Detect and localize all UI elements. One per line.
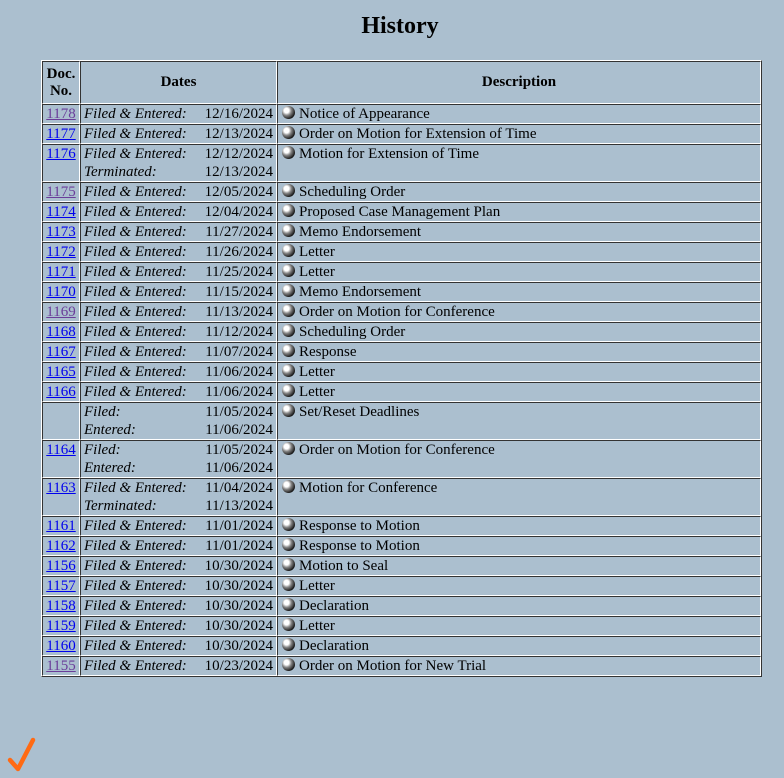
date-label: Terminated: bbox=[84, 164, 157, 180]
date-label: Filed & Entered: bbox=[84, 518, 187, 534]
date-line bbox=[84, 617, 273, 635]
date-label: Filed & Entered: bbox=[84, 324, 187, 340]
globe-icon[interactable] bbox=[282, 264, 295, 277]
description-text: Letter bbox=[299, 244, 335, 260]
table-row bbox=[42, 222, 761, 242]
doc-no-cell bbox=[42, 362, 80, 382]
date-value: 11/05/2024 bbox=[205, 404, 273, 420]
date-line bbox=[84, 459, 273, 477]
description-text: Motion for Extension of Time bbox=[299, 146, 480, 162]
date-line bbox=[84, 363, 273, 381]
date-value: 11/05/2024 bbox=[205, 442, 273, 458]
table-row bbox=[42, 362, 761, 382]
date-label: Filed & Entered: bbox=[84, 578, 187, 594]
doc-no-cell bbox=[42, 262, 80, 282]
description-cell bbox=[277, 322, 761, 342]
doc-no-cell bbox=[42, 144, 80, 182]
date-value: 11/06/2024 bbox=[205, 384, 273, 400]
globe-icon[interactable] bbox=[282, 224, 295, 237]
doc-link[interactable]: 1173 bbox=[46, 224, 76, 240]
description-cell bbox=[277, 536, 761, 556]
dates-cell bbox=[80, 656, 277, 676]
table-header-row bbox=[42, 61, 761, 104]
table-row bbox=[42, 144, 761, 182]
globe-icon[interactable] bbox=[282, 304, 295, 317]
date-label: Entered: bbox=[84, 422, 136, 438]
globe-icon[interactable] bbox=[282, 344, 295, 357]
globe-icon[interactable] bbox=[282, 442, 295, 455]
date-value: 11/06/2024 bbox=[205, 460, 273, 476]
date-label: Filed & Entered: bbox=[84, 344, 187, 360]
dates-cell bbox=[80, 124, 277, 144]
date-label: Filed: bbox=[84, 404, 121, 420]
date-label: Filed & Entered: bbox=[84, 204, 187, 220]
table-row bbox=[42, 322, 761, 342]
dates-cell bbox=[80, 616, 277, 636]
dates-cell bbox=[80, 576, 277, 596]
date-label: Filed & Entered: bbox=[84, 126, 187, 142]
globe-icon[interactable] bbox=[282, 638, 295, 651]
doc-link[interactable]: 1156 bbox=[46, 558, 76, 574]
table-row bbox=[42, 616, 761, 636]
doc-no-cell bbox=[42, 242, 80, 262]
globe-icon[interactable] bbox=[282, 658, 295, 671]
dates-cell bbox=[80, 342, 277, 362]
date-line bbox=[84, 421, 273, 439]
doc-no-cell bbox=[42, 182, 80, 202]
table-row bbox=[42, 516, 761, 536]
description-text: Response to Motion bbox=[299, 538, 420, 554]
description-text: Letter bbox=[299, 578, 335, 594]
date-value: 12/05/2024 bbox=[204, 184, 273, 200]
doc-link[interactable]: 1157 bbox=[46, 578, 76, 594]
doc-link[interactable]: 1165 bbox=[46, 364, 76, 380]
table-row bbox=[42, 282, 761, 302]
date-label: Filed & Entered: bbox=[84, 658, 187, 674]
date-value: 11/04/2024 bbox=[205, 480, 273, 496]
date-value: 11/27/2024 bbox=[205, 224, 273, 240]
dates-cell bbox=[80, 596, 277, 616]
globe-icon[interactable] bbox=[282, 404, 295, 417]
date-line bbox=[84, 203, 273, 221]
dates-cell bbox=[80, 516, 277, 536]
description-cell bbox=[277, 202, 761, 222]
description-cell bbox=[277, 222, 761, 242]
description-text: Motion for Conference bbox=[299, 480, 438, 496]
description-text: Memo Endorsement bbox=[299, 284, 422, 300]
table-row bbox=[42, 636, 761, 656]
globe-icon[interactable] bbox=[282, 558, 295, 571]
date-value: 11/13/2024 bbox=[205, 304, 273, 320]
date-label: Filed & Entered: bbox=[84, 384, 187, 400]
date-value: 10/23/2024 bbox=[204, 658, 273, 674]
date-line bbox=[84, 557, 273, 575]
table-row bbox=[42, 440, 761, 478]
date-value: 11/13/2024 bbox=[205, 498, 273, 514]
doc-no-cell bbox=[42, 342, 80, 362]
description-cell bbox=[277, 262, 761, 282]
date-label: Filed & Entered: bbox=[84, 480, 187, 496]
doc-link[interactable]: 1161 bbox=[46, 518, 76, 534]
dates-cell bbox=[80, 222, 277, 242]
dates-cell bbox=[80, 556, 277, 576]
date-value: 11/06/2024 bbox=[205, 364, 273, 380]
doc-link[interactable]: 1178 bbox=[46, 106, 76, 122]
description-text: Scheduling Order bbox=[299, 324, 406, 340]
date-value: 10/30/2024 bbox=[204, 578, 273, 594]
table-row bbox=[42, 262, 761, 282]
date-line bbox=[84, 597, 273, 615]
doc-no-cell bbox=[42, 536, 80, 556]
dates-cell bbox=[80, 636, 277, 656]
date-value: 11/01/2024 bbox=[205, 518, 273, 534]
table-row bbox=[42, 556, 761, 576]
description-text: Memo Endorsement bbox=[299, 224, 422, 240]
description-cell bbox=[277, 576, 761, 596]
description-cell bbox=[277, 478, 761, 516]
dates-cell bbox=[80, 440, 277, 478]
description-text: Set/Reset Deadlines bbox=[299, 404, 420, 420]
doc-link[interactable]: 1172 bbox=[46, 244, 76, 260]
date-value: 11/12/2024 bbox=[205, 324, 273, 340]
table-row bbox=[42, 478, 761, 516]
table-row bbox=[42, 124, 761, 144]
table-row bbox=[42, 596, 761, 616]
description-text: Proposed Case Management Plan bbox=[299, 204, 501, 220]
doc-no-cell bbox=[42, 222, 80, 242]
date-line bbox=[84, 577, 273, 595]
date-line bbox=[84, 283, 273, 301]
date-line bbox=[84, 497, 273, 515]
description-cell bbox=[277, 596, 761, 616]
globe-icon[interactable] bbox=[282, 538, 295, 551]
dates-cell bbox=[80, 104, 277, 124]
doc-link[interactable]: 1158 bbox=[46, 598, 76, 614]
doc-no-cell bbox=[42, 440, 80, 478]
doc-no-cell bbox=[42, 382, 80, 402]
doc-no-cell bbox=[42, 556, 80, 576]
date-value: 10/30/2024 bbox=[204, 598, 273, 614]
date-line bbox=[84, 263, 273, 281]
dates-cell bbox=[80, 478, 277, 516]
description-text: Order on Motion for Conference bbox=[299, 442, 495, 458]
doc-no-cell bbox=[42, 124, 80, 144]
table-row bbox=[42, 656, 761, 676]
doc-link[interactable]: 1171 bbox=[46, 264, 76, 280]
date-label: Filed & Entered: bbox=[84, 284, 187, 300]
description-text: Motion to Seal bbox=[299, 558, 389, 574]
date-label: Filed: bbox=[84, 442, 121, 458]
description-text: Letter bbox=[299, 618, 335, 634]
doc-link[interactable]: 1166 bbox=[46, 384, 76, 400]
globe-icon[interactable] bbox=[282, 364, 295, 377]
dates-cell bbox=[80, 302, 277, 322]
globe-icon[interactable] bbox=[282, 244, 295, 257]
dates-cell bbox=[80, 282, 277, 302]
date-value: 10/30/2024 bbox=[204, 638, 273, 654]
description-text: Response bbox=[299, 344, 357, 360]
dates-cell bbox=[80, 202, 277, 222]
description-text: Declaration bbox=[299, 598, 369, 614]
date-label: Filed & Entered: bbox=[84, 106, 187, 122]
dates-cell bbox=[80, 242, 277, 262]
date-value: 10/30/2024 bbox=[204, 558, 273, 574]
date-line bbox=[84, 323, 273, 341]
date-line bbox=[84, 223, 273, 241]
globe-icon[interactable] bbox=[282, 384, 295, 397]
doc-link[interactable]: 1164 bbox=[46, 442, 76, 458]
description-cell bbox=[277, 636, 761, 656]
dates-cell bbox=[80, 362, 277, 382]
date-value: 11/25/2024 bbox=[205, 264, 273, 280]
description-text: Notice of Appearance bbox=[299, 106, 430, 122]
date-label: Filed & Entered: bbox=[84, 618, 187, 634]
date-label: Filed & Entered: bbox=[84, 598, 187, 614]
date-line bbox=[84, 303, 273, 321]
dates-cell bbox=[80, 144, 277, 182]
dates-cell bbox=[80, 536, 277, 556]
doc-no-cell bbox=[42, 516, 80, 536]
description-text: Order on Motion for New Trial bbox=[299, 658, 487, 674]
dates-cell bbox=[80, 402, 277, 440]
doc-no-cell bbox=[42, 656, 80, 676]
description-cell bbox=[277, 282, 761, 302]
description-text: Order on Motion for Extension of Time bbox=[299, 126, 537, 142]
doc-no-cell bbox=[42, 402, 80, 440]
date-value: 10/30/2024 bbox=[204, 618, 273, 634]
globe-icon[interactable] bbox=[282, 598, 295, 611]
globe-icon[interactable] bbox=[282, 480, 295, 493]
date-line bbox=[84, 145, 273, 163]
date-value: 11/26/2024 bbox=[205, 244, 273, 260]
description-cell bbox=[277, 440, 761, 478]
dates-cell bbox=[80, 182, 277, 202]
globe-icon[interactable] bbox=[282, 324, 295, 337]
date-line bbox=[84, 441, 273, 459]
doc-no-cell bbox=[42, 636, 80, 656]
checkmark-icon bbox=[7, 736, 37, 776]
table-row bbox=[42, 576, 761, 596]
doc-no-cell bbox=[42, 322, 80, 342]
doc-link[interactable]: 1167 bbox=[46, 344, 76, 360]
doc-link[interactable]: 1160 bbox=[46, 638, 76, 654]
date-label: Filed & Entered: bbox=[84, 364, 187, 380]
date-label: Filed & Entered: bbox=[84, 244, 187, 260]
history-rows bbox=[42, 104, 761, 676]
date-line bbox=[84, 163, 273, 181]
date-line bbox=[84, 343, 273, 361]
doc-link[interactable]: 1155 bbox=[46, 658, 76, 674]
date-line bbox=[84, 657, 273, 675]
description-cell bbox=[277, 144, 761, 182]
date-label: Filed & Entered: bbox=[84, 264, 187, 280]
date-label: Filed & Entered: bbox=[84, 184, 187, 200]
date-label: Filed & Entered: bbox=[84, 304, 187, 320]
doc-link[interactable]: 1170 bbox=[46, 284, 76, 300]
date-label: Filed & Entered: bbox=[84, 146, 187, 162]
date-line bbox=[84, 517, 273, 535]
description-cell bbox=[277, 382, 761, 402]
description-cell bbox=[277, 104, 761, 124]
table-row bbox=[42, 202, 761, 222]
doc-link[interactable]: 1177 bbox=[46, 126, 76, 142]
doc-link[interactable]: 1163 bbox=[46, 480, 76, 496]
date-value: 11/15/2024 bbox=[205, 284, 273, 300]
table-row bbox=[42, 342, 761, 362]
doc-link[interactable]: 1162 bbox=[46, 538, 76, 554]
description-cell bbox=[277, 124, 761, 144]
globe-icon[interactable] bbox=[282, 184, 295, 197]
date-line bbox=[84, 403, 273, 421]
description-cell bbox=[277, 242, 761, 262]
date-line bbox=[84, 537, 273, 555]
description-text: Scheduling Order bbox=[299, 184, 406, 200]
date-line bbox=[84, 383, 273, 401]
table-row bbox=[42, 536, 761, 556]
date-value: 12/12/2024 bbox=[204, 146, 273, 162]
doc-link[interactable]: 1168 bbox=[46, 324, 76, 340]
date-value: 11/07/2024 bbox=[205, 344, 273, 360]
header-description: Description bbox=[277, 61, 761, 104]
date-label: Filed & Entered: bbox=[84, 224, 187, 240]
date-value: 11/01/2024 bbox=[205, 538, 273, 554]
description-text: Letter bbox=[299, 364, 335, 380]
date-label: Entered: bbox=[84, 460, 136, 476]
date-value: 12/13/2024 bbox=[204, 164, 273, 180]
description-cell bbox=[277, 402, 761, 440]
description-text: Order on Motion for Conference bbox=[299, 304, 495, 320]
doc-link[interactable]: 1159 bbox=[46, 618, 76, 634]
date-value: 12/04/2024 bbox=[204, 204, 273, 220]
description-text: Letter bbox=[299, 264, 335, 280]
description-cell bbox=[277, 182, 761, 202]
header-dates: Dates bbox=[80, 61, 277, 104]
doc-link[interactable]: 1174 bbox=[46, 204, 76, 220]
description-cell bbox=[277, 342, 761, 362]
date-value: 12/13/2024 bbox=[204, 126, 273, 142]
doc-no-cell bbox=[42, 202, 80, 222]
table-row bbox=[42, 242, 761, 262]
date-label: Filed & Entered: bbox=[84, 638, 187, 654]
table-row bbox=[42, 182, 761, 202]
description-text: Letter bbox=[299, 384, 335, 400]
doc-link[interactable]: 1175 bbox=[46, 184, 76, 200]
description-cell bbox=[277, 516, 761, 536]
doc-no-cell bbox=[42, 104, 80, 124]
doc-no-cell bbox=[42, 302, 80, 322]
date-line bbox=[84, 637, 273, 655]
doc-no-cell bbox=[42, 596, 80, 616]
doc-no-cell bbox=[42, 282, 80, 302]
globe-icon[interactable] bbox=[282, 284, 295, 297]
page-title: History bbox=[361, 13, 439, 39]
description-cell bbox=[277, 556, 761, 576]
globe-icon[interactable] bbox=[282, 578, 295, 591]
description-cell bbox=[277, 616, 761, 636]
date-label: Filed & Entered: bbox=[84, 538, 187, 554]
description-cell bbox=[277, 302, 761, 322]
globe-icon[interactable] bbox=[282, 146, 295, 159]
table-row bbox=[42, 382, 761, 402]
globe-icon[interactable] bbox=[282, 518, 295, 531]
globe-icon[interactable] bbox=[282, 106, 295, 119]
doc-no-cell bbox=[42, 478, 80, 516]
doc-link[interactable]: 1176 bbox=[46, 146, 76, 162]
globe-icon[interactable] bbox=[282, 618, 295, 631]
description-text: Declaration bbox=[299, 638, 369, 654]
globe-icon[interactable] bbox=[282, 204, 295, 217]
table-row bbox=[42, 402, 761, 440]
date-value: 12/16/2024 bbox=[204, 106, 273, 122]
doc-link[interactable]: 1169 bbox=[46, 304, 76, 320]
dates-cell bbox=[80, 322, 277, 342]
date-line bbox=[84, 183, 273, 201]
globe-icon[interactable] bbox=[282, 126, 295, 139]
doc-no-cell bbox=[42, 616, 80, 636]
date-line bbox=[84, 243, 273, 261]
date-line bbox=[84, 125, 273, 143]
table-row bbox=[42, 302, 761, 322]
date-label: Terminated: bbox=[84, 498, 157, 514]
description-text: Response to Motion bbox=[299, 518, 420, 534]
date-label: Filed & Entered: bbox=[84, 558, 187, 574]
dates-cell bbox=[80, 262, 277, 282]
header-doc-no: Doc. No. bbox=[42, 61, 80, 104]
doc-no-cell bbox=[42, 576, 80, 596]
date-line bbox=[84, 105, 273, 123]
table-row bbox=[42, 104, 761, 124]
date-line bbox=[84, 479, 273, 497]
history-table bbox=[41, 60, 762, 677]
description-cell bbox=[277, 656, 761, 676]
description-cell bbox=[277, 362, 761, 382]
dates-cell bbox=[80, 382, 277, 402]
date-value: 11/06/2024 bbox=[205, 422, 273, 438]
